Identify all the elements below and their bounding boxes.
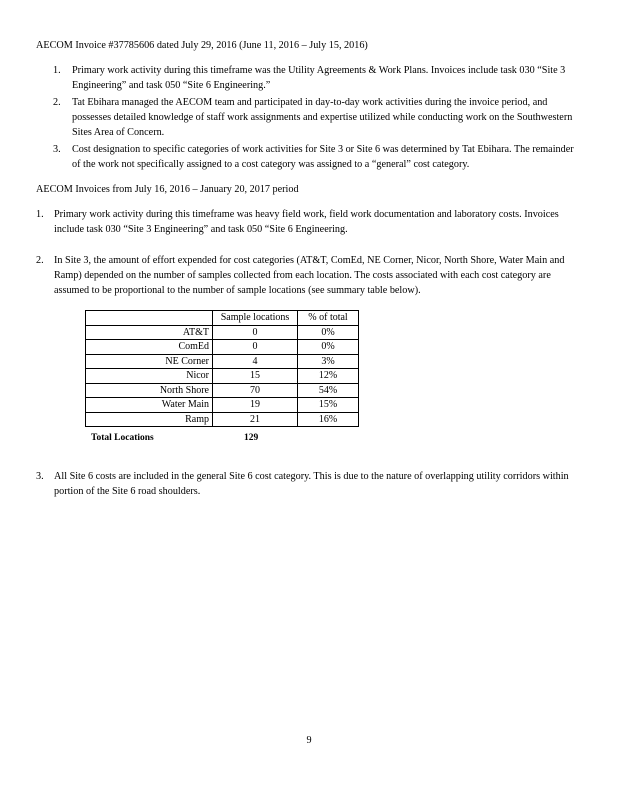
list-item — [36, 142, 584, 172]
row-locations: 70 — [213, 383, 298, 398]
row-percent: 3% — [298, 354, 359, 369]
table-header-blank — [86, 311, 213, 326]
table-row — [86, 398, 359, 413]
table-row — [86, 369, 359, 384]
section2-list-b — [36, 253, 584, 300]
section1-list — [36, 63, 584, 174]
list-item — [36, 469, 584, 499]
list-item-number: 3. — [36, 471, 44, 482]
list-item — [36, 95, 584, 140]
list-item-number: 2. — [36, 255, 44, 266]
section2-list-a — [36, 207, 584, 239]
list-item-number: 1. — [36, 209, 44, 220]
list-item — [36, 253, 584, 298]
table-row — [86, 340, 359, 355]
section1-heading: AECOM Invoice #37785606 dated July 29, 2016 (June 11, 2016 – July 15, 2016) — [36, 40, 368, 51]
list-item-number: 3. — [53, 144, 61, 155]
list-item-text: Cost designation to specific categories of work activities for Site 3 or Site 6 was determined by Tat Ebihara. The remainder of the work not specifically assigned to a cost category was assigned to a “general” cost category. — [72, 144, 574, 170]
row-label: ComEd — [86, 340, 213, 355]
sample-locations-table — [85, 310, 359, 427]
list-item-text: All Site 6 costs are included in the general Site 6 cost category. This is due to the nature of overlapping utility corridors within portion of the Site 6 road shoulders. — [54, 471, 569, 497]
list-item-text: Primary work activity during this timeframe was the Utility Agreements & Work Plans. Invoices include task 030 “Site 3 Engineering” and task 050 “Site 6 Engineering.” — [72, 65, 566, 91]
row-locations: 0 — [213, 340, 298, 355]
table-row — [86, 412, 359, 427]
list-item — [36, 63, 584, 93]
row-label: Water Main — [86, 398, 213, 413]
row-locations: 21 — [213, 412, 298, 427]
row-label: North Shore — [86, 383, 213, 398]
list-item — [36, 207, 584, 237]
list-item-text: Primary work activity during this timeframe was heavy field work, field work documentation and laboratory costs. Invoices include task 030 “Site 3 Engineering” and task 050 “Site 6 Engineering. — [54, 209, 559, 235]
row-percent: 0% — [298, 325, 359, 340]
row-percent: 0% — [298, 340, 359, 355]
row-label: NE Corner — [86, 354, 213, 369]
section2-list-c — [36, 469, 584, 501]
table-header-percent-total: % of total — [298, 311, 359, 326]
row-percent: 54% — [298, 383, 359, 398]
table-header-sample-locations: Sample locations — [213, 311, 298, 326]
total-locations-label: Total Locations — [91, 433, 154, 443]
list-item-text: Tat Ebihara managed the AECOM team and participated in day-to-day work activities during the invoice period, and possesses detailed knowledge of staff work assignments and expertise utilized while conducting work on the Southwestern Sites Area of Concern. — [72, 97, 573, 138]
row-percent: 15% — [298, 398, 359, 413]
list-item-number: 1. — [53, 65, 61, 76]
table-row — [86, 325, 359, 340]
row-locations: 15 — [213, 369, 298, 384]
list-item-number: 2. — [53, 97, 61, 108]
row-percent: 12% — [298, 369, 359, 384]
section2-heading: AECOM Invoices from July 16, 2016 – January 20, 2017 period — [36, 184, 299, 195]
table-header-row — [86, 311, 359, 326]
row-locations: 0 — [213, 325, 298, 340]
row-label: Ramp — [86, 412, 213, 427]
table-row — [86, 383, 359, 398]
row-label: AT&T — [86, 325, 213, 340]
row-locations: 19 — [213, 398, 298, 413]
page-number: 9 — [306, 735, 312, 746]
row-percent: 16% — [298, 412, 359, 427]
total-locations-value: 129 — [244, 433, 259, 443]
list-item-text: In Site 3, the amount of effort expended for cost categories (AT&T, ComEd, NE Corner, Nicor, North Shore, Water Main and Ramp) depended on the number of samples collected from each location. The costs associated with each cost category are assumed to be proportional to the number of sample locations (see summary table below). — [54, 255, 565, 296]
row-label: Nicor — [86, 369, 213, 384]
table-row — [86, 354, 359, 369]
row-locations: 4 — [213, 354, 298, 369]
